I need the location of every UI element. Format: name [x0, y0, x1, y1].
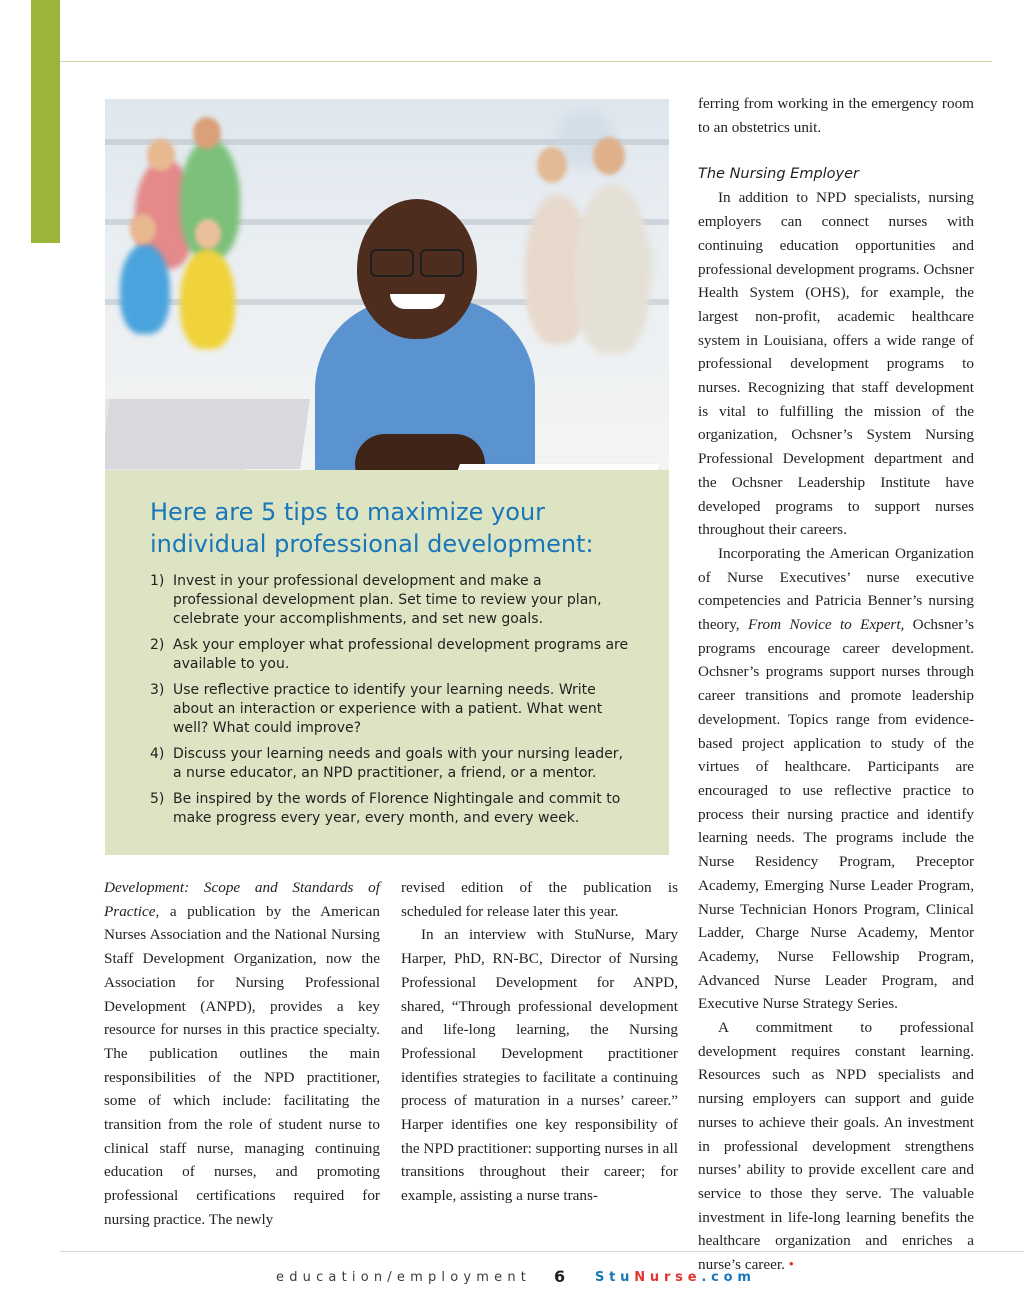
paragraph: revised edition of the publication is scheduled for release later this year. [401, 879, 678, 920]
end-mark: • [788, 1256, 794, 1274]
footer-section-label: education/employment [276, 1270, 532, 1285]
paragraph: In an interview with StuNurse, Mary Harper, PhD, RN-BC, Director of Nursing Professional Development for ANPD, shared, “Through professional development and life-long learning, the Nursing Professional Development practitioner identifies strategies to facilitate a continuing process of maturation in a nurses’ career.” Harper identifies one key responsibility of the NPD practitioner: supporting nurses in all transitions throughout their career; for example, assisting a nurse trans- [401, 926, 678, 1205]
tip-item: 3) Use reflective practice to identify your learning needs. Write about an interaction or experience with a patient. What went well? What could improve? [150, 682, 603, 736]
page-footer [0, 1267, 1024, 1290]
paragraph: ferring from working in the emergency room to an obstetrics unit. [698, 95, 974, 136]
paragraph: In addition to NPD specialists, nursing employers can connect nurses with continuing education opportunities and professional development programs. Ochsner Health System (OHS), for example, the largest non-profit, academic healthcare system in Louisiana, offers a wide range of professional development programs to nurses. Recognizing that staff development is vital to fulfilling the mission of the organization, Ochsner’s System Nursing Professional Development department and the Ochsner Leadership Institute have developed programs to support nurses throughout their careers. [698, 189, 974, 539]
nurse-photo [105, 99, 669, 470]
article-column-3 [698, 92, 974, 1277]
article-column-2 [401, 876, 678, 1208]
section-subheading: The Nursing Employer [698, 166, 860, 183]
tips-list [150, 572, 630, 835]
paragraph: Development: Scope and Standards of Practice, a publication by the American Nurses Association and the National Nursing Staff Development Organization, now the Association for Nursing Professional Development (ANPD), provides a key resource for nurses in this practice specialty. The publication outlines the main responsibilities of the NPD practitioner, some of which include: facilitating the transition from the role of student nurse to clinical staff nurse, managing continuing education of nurses, and promoting professional certifications required for nursing practice. The newly [104, 879, 380, 1228]
tips-heading: Here are 5 tips to maximize your individual professional development: [150, 498, 594, 558]
top-divider [60, 61, 992, 62]
article-column-1 [104, 876, 380, 1232]
footer-divider [60, 1251, 1024, 1252]
tip-item: 1) Invest in your professional development and make a professional development plan. Set time to review your plan, celebrate your accomplishments, and set new goals. [150, 573, 602, 627]
tips-box [105, 470, 669, 855]
tip-item: 2) Ask your employer what professional development programs are available to you. [150, 637, 629, 672]
footer-brand: StuNurse.com [595, 1270, 756, 1285]
page-number: 6 [554, 1267, 566, 1286]
tip-item: 4) Discuss your learning needs and goals with your nursing leader, a nurse educator, an NPD practitioner, a friend, or a mentor. [150, 746, 624, 781]
paragraph: Incorporating the American Organization of Nurse Executives’ nurse executive competencies and Patricia Benner’s nursing theory, From Novice to Expert, Ochsner’s programs encourage career development. Ochsner’s programs support nurses through career transitions and promote leadership development. Topics range from evidence-based project application to study of the virtues of healthcare. Participants are encouraged to use reflective practice to process their nursing practice and identify learning needs. The programs include the Nurse Residency Program, Preceptor Academy, Emerging Nurse Leader Program, Nurse Technician Honors Program, Clinical Ladder, Charge Nurse Academy, Mentor Academy, Nurse Fellowship Program, Advanced Nurse Leader Program, and Executive Nurse Strategy Series. [698, 544, 974, 1013]
paragraph: A commitment to professional development requires constant learning. Resources such as NPD specialists and nursing employers can support and guide nurses to achieve their goals. An investment in professional development strengthens nurses’ ability to provide excellent care and service to those they serve. The valuable investment in life-long learning benefits the healthcare organization and enriches a nurse’s career. • [698, 1019, 974, 1274]
tip-item: 5) Be inspired by the words of Florence Nightingale and commit to make progress every year, every month, and every week. [150, 791, 621, 826]
accent-sidebar-bar [31, 0, 60, 243]
